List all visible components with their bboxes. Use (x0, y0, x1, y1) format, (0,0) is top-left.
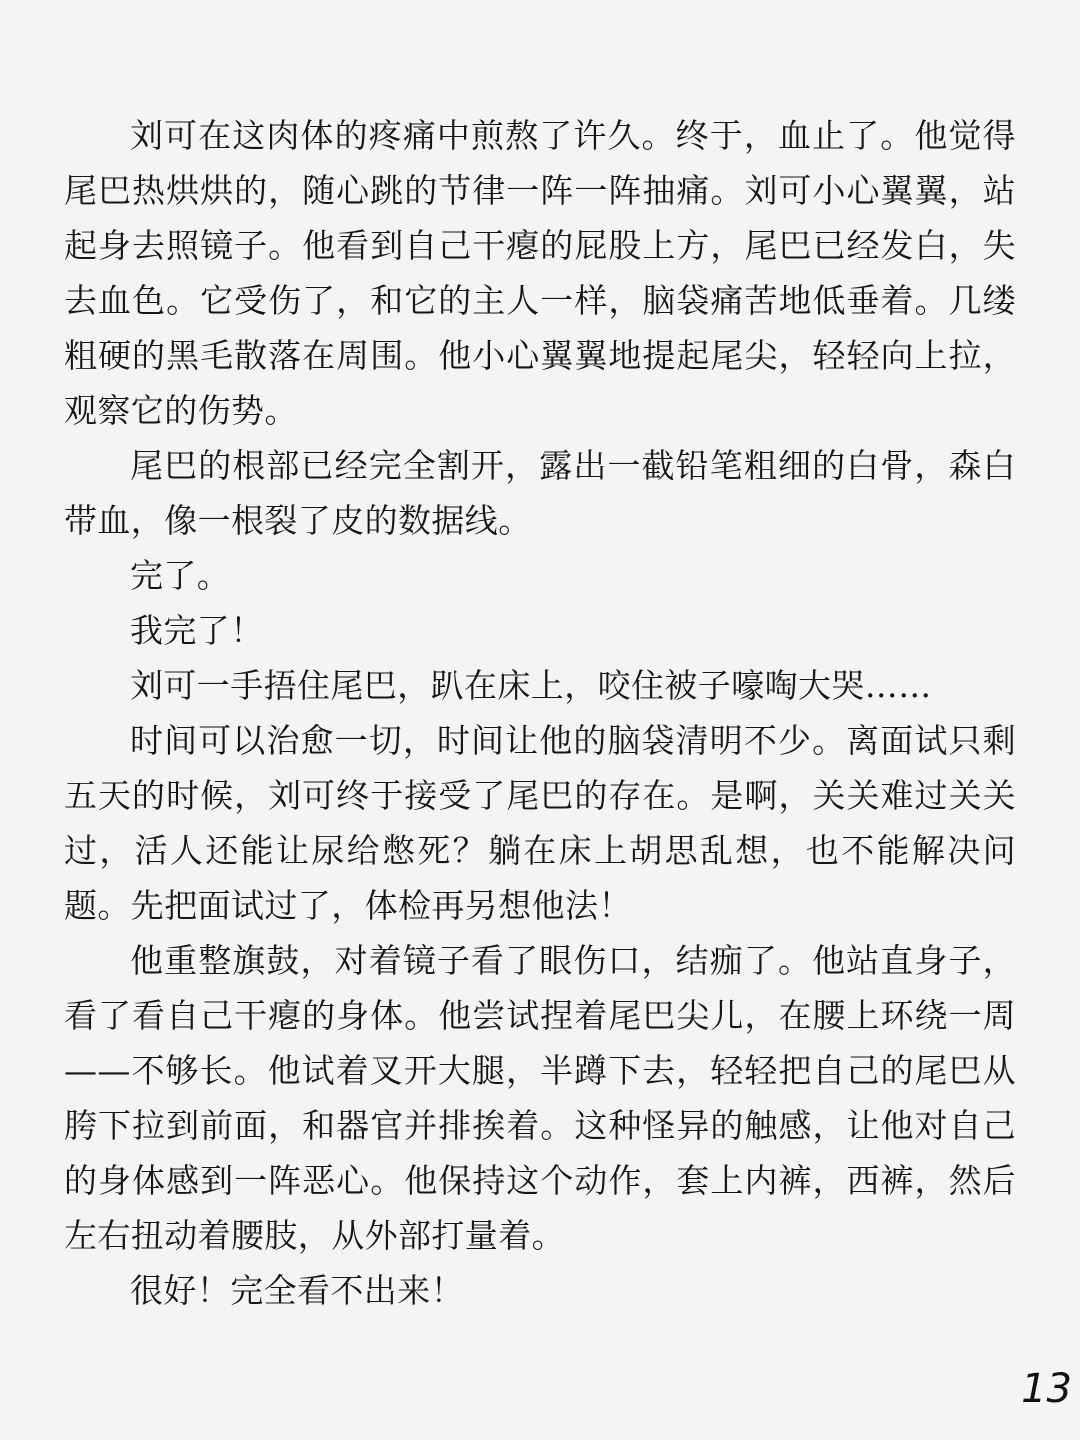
body-text (64, 108, 1016, 1318)
paragraph-7: 他重整旗鼓，对着镜子看了眼伤口，结痂了。他站直身子，看了看自己干瘪的身体。他尝试捏着尾巴尖儿，在腰上环绕一周——不够长。他试着叉开大腿，半蹲下去，轻轻把自己的尾巴从胯下拉到前面，和器官并排挨着。这种怪异的触感，让他对自己的身体感到一阵恶心。他保持这个动作，套上内裤，西裤，然后左右扭动着腰肢，从外部打量着。 (64, 941, 1016, 1255)
paragraph-3: 完了。 (130, 556, 231, 595)
paragraph-6: 时间可以治愈一切，时间让他的脑袋清明不少。离面试只剩五天的时候，刘可终于接受了尾巴的存在。是啊，关关难过关关过，活人还能让尿给憋死？躺在床上胡思乱想，也不能解决问题。先把面试过了，体检再另想他法！ (64, 721, 1016, 925)
paragraph-2: 尾巴的根部已经完全割开，露出一截铅笔粗细的白骨，森白带血，像一根裂了皮的数据线。 (64, 446, 1016, 540)
paragraph-1: 刘可在这肉体的疼痛中煎熬了许久。终于，血止了。他觉得尾巴热烘烘的，随心跳的节律一阵一阵抽痛。刘可小心翼翼，站起身去照镜子。他看到自己干瘪的屁股上方，尾巴已经发白，失去血色。它受伤了，和它的主人一样，脑袋痛苦地低垂着。几缕粗硬的黑毛散落在周围。他小心翼翼地提起尾尖，轻轻向上拉，观察它的伤势。 (64, 116, 1016, 430)
paragraph-8: 很好！完全看不出来！ (130, 1271, 464, 1310)
paragraph-5: 刘可一手捂住尾巴，趴在床上，咬住被子嚎啕大哭…… (130, 666, 932, 705)
page-number: 13 (1021, 1366, 1072, 1412)
paragraph-4: 我完了！ (130, 611, 264, 650)
